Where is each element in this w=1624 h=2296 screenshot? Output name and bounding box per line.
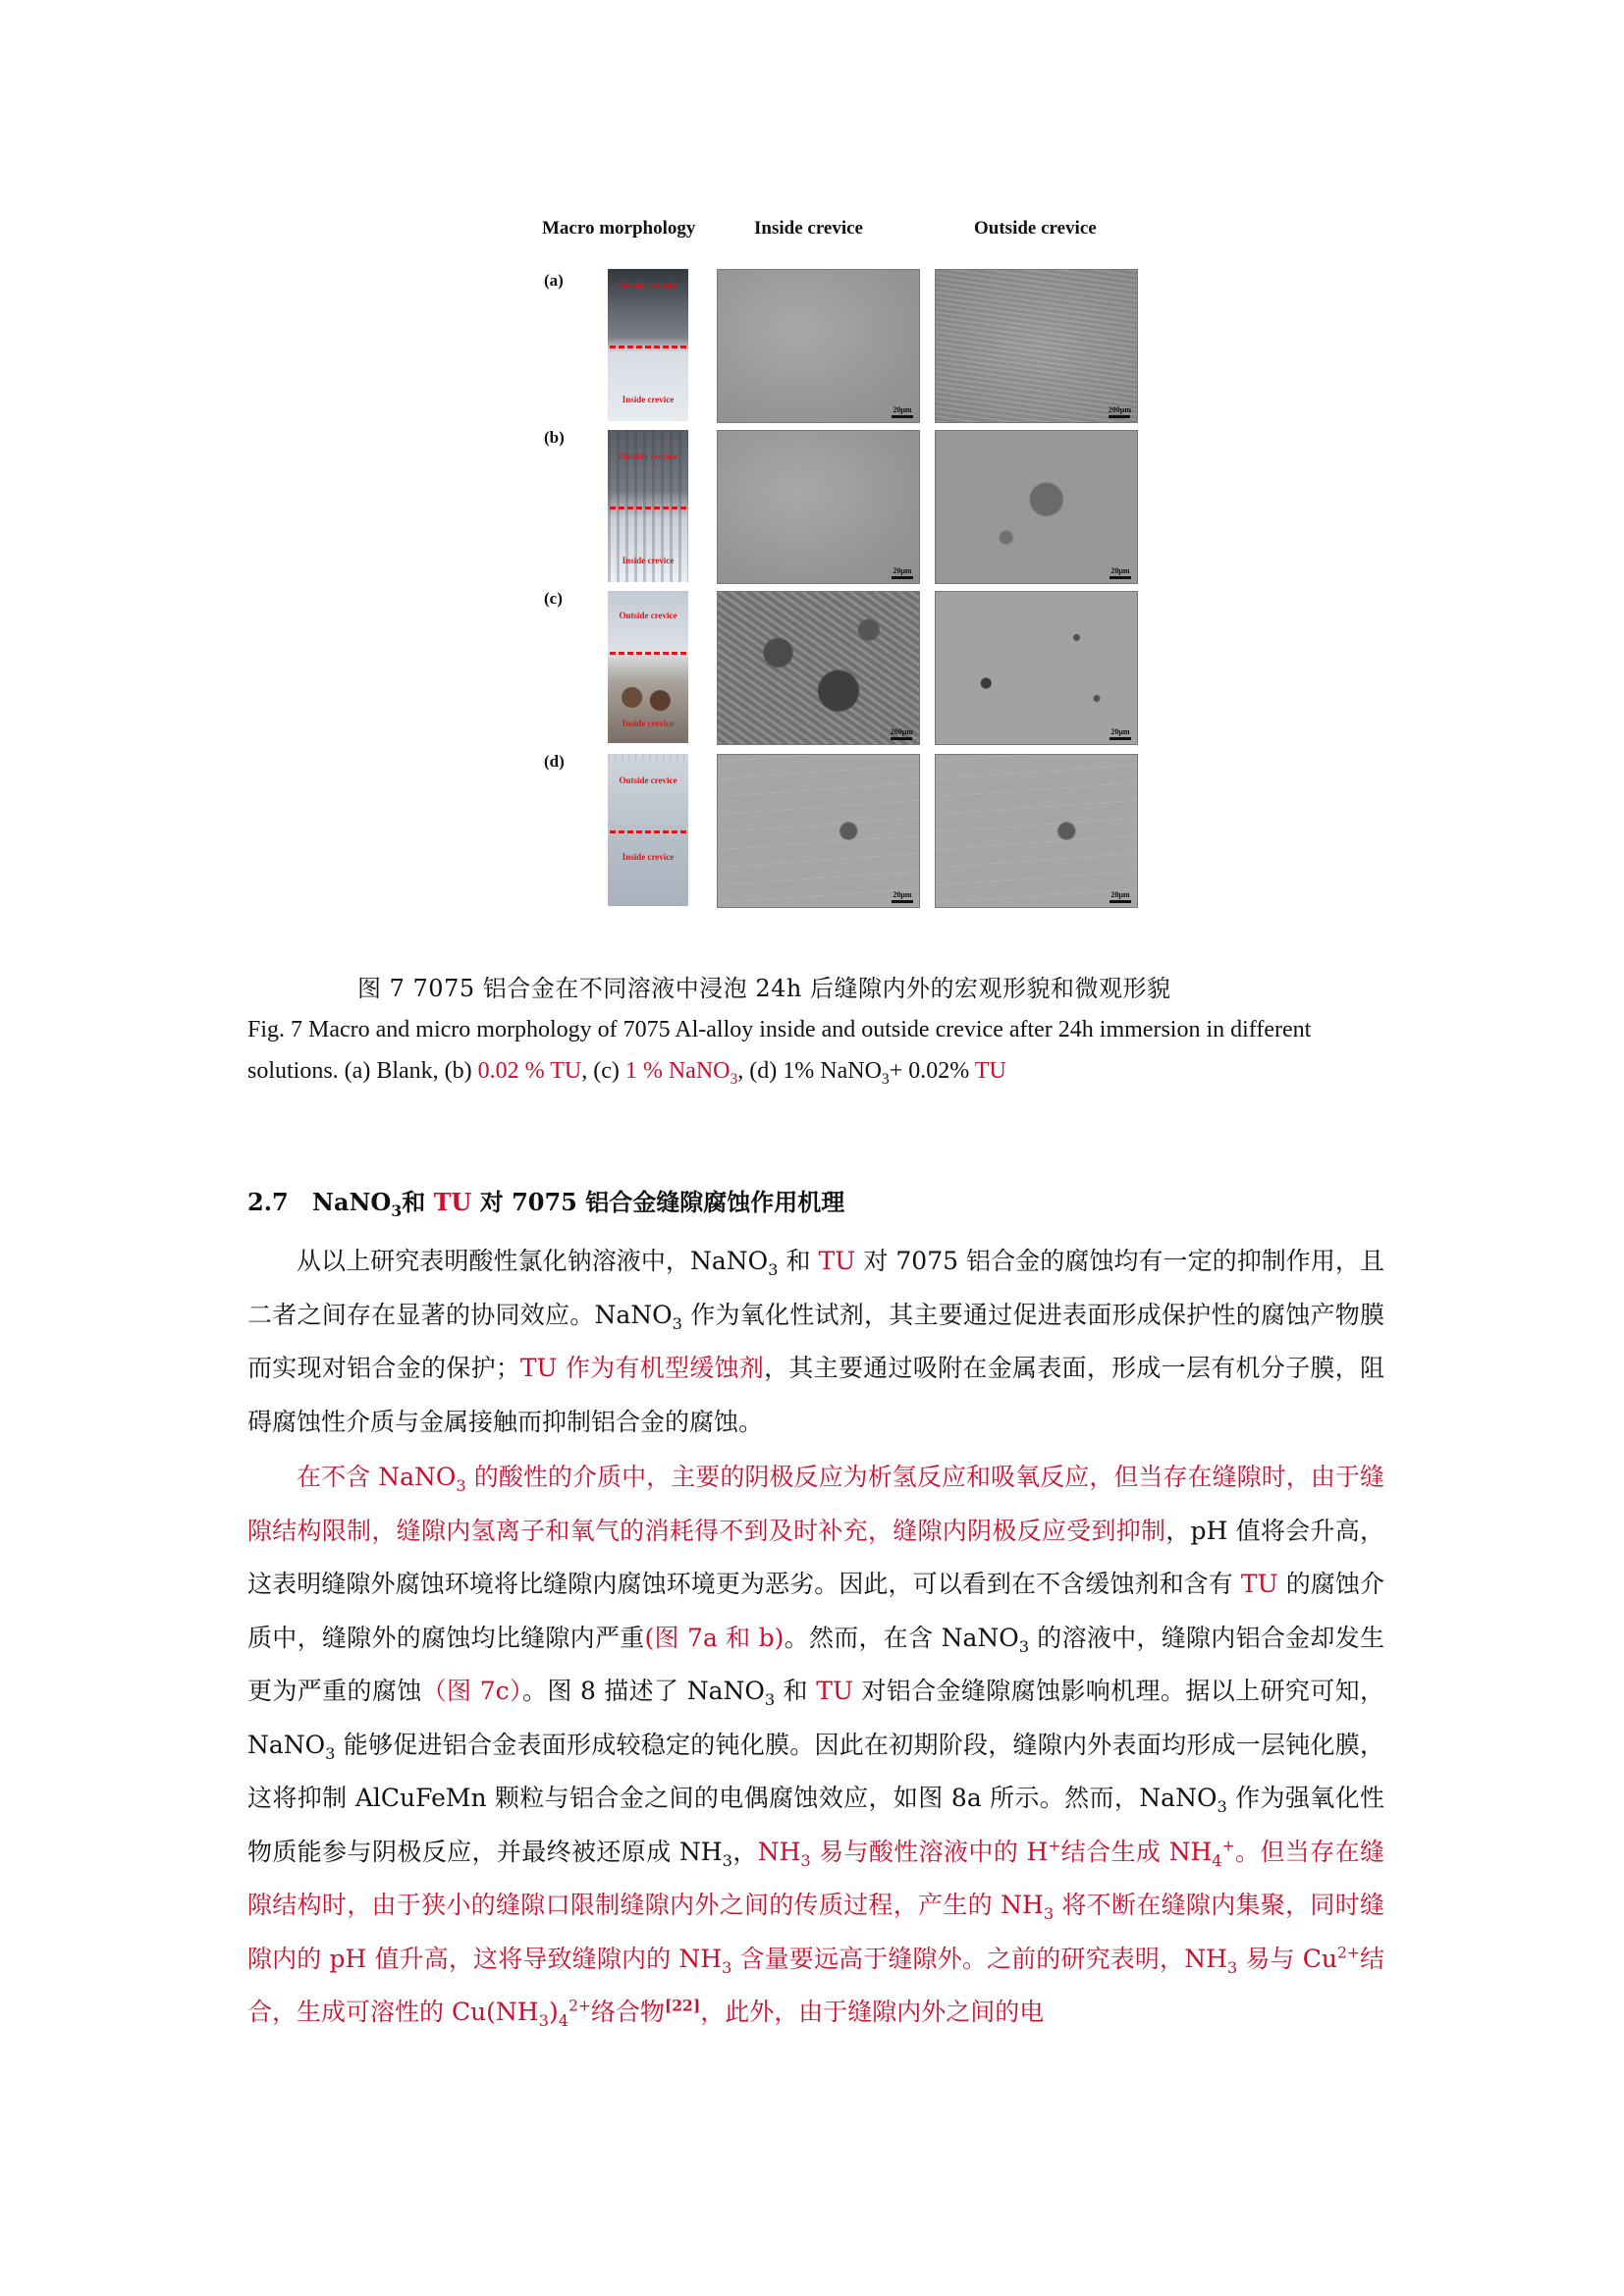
sem-outside-a <box>935 269 1138 423</box>
scale-bar: 20μm <box>1110 727 1131 740</box>
sem-inside-d <box>717 754 920 908</box>
crevice-boundary-line <box>610 507 686 509</box>
scale-bar: 20μm <box>1110 566 1131 579</box>
macro-label-inside: Inside crevice <box>622 719 675 728</box>
row-label-b: (b) <box>544 428 565 447</box>
macro-image-c <box>608 591 688 743</box>
macro-label-inside: Inside crevice <box>622 395 675 404</box>
row-label-d: (d) <box>544 752 565 771</box>
figure-caption-en: Fig. 7 Macro and micro morphology of 7075 Al-alloy inside and outside crevice after 24h immersion in different solutions. (a) Blank, (b) 0.02 % TU, (c) 1 % NaNO$_3$, (d) 1% NaNO$_3$+ 0.02% TU <box>247 1017 1312 1088</box>
crevice-boundary-line <box>610 346 686 348</box>
figure-7 <box>538 214 1147 921</box>
macro-image-d <box>608 754 688 906</box>
crevice-boundary-line <box>610 830 686 833</box>
scale-bar: 20μm <box>892 890 913 903</box>
section-heading: 2.7 NaNO$_3$和 TU 对 7075 铝合金缝隙腐蚀作用机理 <box>247 1188 845 1220</box>
macro-image-a <box>608 269 688 421</box>
scale-bar: 20μm <box>892 405 913 418</box>
sem-outside-b <box>935 430 1138 584</box>
section-number: 2.7 <box>247 1188 289 1216</box>
sem-inside-a <box>717 269 920 423</box>
scale-bar: 20μm <box>892 566 913 579</box>
scale-bar: 200μm <box>1109 405 1131 418</box>
col-header-outside: Outside crevice <box>974 218 1097 239</box>
macro-label-outside: Outside crevice <box>619 452 677 461</box>
sem-inside-c <box>717 591 920 745</box>
macro-label-outside: Outside crevice <box>619 281 677 291</box>
crevice-boundary-line <box>610 652 686 655</box>
paragraph-2: 在不含 NaNO$_3$ 的酸性的介质中，主要的阴极反应为析氢反应和吸氧反应，但当存在缝隙时，由于缝隙结构限制，缝隙内氢离子和氧气的消耗得不到及时补充，缝隙内阴极反应受到抑制，pH 值将会升高，这表明缝隙外腐蚀环境将比缝隙内腐蚀环境更为恶劣。因此，可以看到在不含缓蚀剂和含有 TU 的腐蚀介质中，缝隙外的腐蚀均比缝隙内严重(图 7a 和 b)。然而，在含 NaNO$_3$ 的溶液中，缝隙内铝合金却发生更为严重的腐蚀（图 7c）。图 8 描述了 NaNO$_3$ 和 TU 对铝合金缝隙腐蚀影响机理。据以上研究可知，NaNO$_3$ 能够促进铝合金表面形成较稳定的钝化膜。因此在初期阶段，缝隙内外表面均形成一层钝化膜，这将抑制 AlCuFeMn 颗粒与铝合金之间的电偶腐蚀效应，如图 8a 所示。然而，NaNO$_3$ 作为强氧化性物质能参与阴极反应，并最终被还原成 $NH_3$，$NH_3$ 易与酸性溶液中的 H+结合生成 $NH_4^+$。但当存在缝隙结构时，由于狭小的缝隙口限制缝隙内外之间的传质过程，产生的 $NH_3$ 将不断在缝隙内集聚，同时缝隙内的 pH 值升高，这将导致缝隙内的 $NH_3$ 含量要远高于缝隙外。之前的研究表明，$NH_3$ 易与 $Cu^{2+}$结合，生成可溶性的 $Cu(NH_3)_4^{2+}$络合物[22]，此外，由于缝隙内外之间的电 <box>247 1463 1385 2030</box>
col-header-inside: Inside crevice <box>754 218 863 239</box>
scale-bar: 20μm <box>1110 890 1131 903</box>
figure-caption-cn: 图 7 7075 铝合金在不同溶液中浸泡 24h 后缝隙内外的宏观形貌和微观形貌 <box>357 975 1171 1002</box>
macro-image-b <box>608 430 688 582</box>
macro-label-outside: Outside crevice <box>619 775 677 785</box>
row-label-c: (c) <box>544 589 563 608</box>
sem-inside-b <box>717 430 920 584</box>
macro-label-inside: Inside crevice <box>622 556 675 565</box>
row-label-a: (a) <box>544 271 564 290</box>
scale-bar: 200μm <box>891 727 913 740</box>
sem-outside-d <box>935 754 1138 908</box>
macro-label-inside: Inside crevice <box>622 852 675 862</box>
paragraph-1: 从以上研究表明酸性氯化钠溶液中，NaNO$_3$ 和 TU 对 7075 铝合金的腐蚀均有一定的抑制作用，且二者之间存在显著的协同效应。NaNO$_3$ 作为氧化性试剂，其主要通过促进表面形成保护性的腐蚀产物膜而实现对铝合金的保护；TU 作为有机型缓蚀剂，其主要通过吸附在金属表面，形成一层有机分子膜，阻碍腐蚀性介质与金属接触而抑制铝合金的腐蚀。 <box>247 1247 1384 1436</box>
sem-outside-c <box>935 591 1138 745</box>
col-header-macro: Macro morphology <box>542 218 696 239</box>
macro-label-outside: Outside crevice <box>619 611 677 620</box>
